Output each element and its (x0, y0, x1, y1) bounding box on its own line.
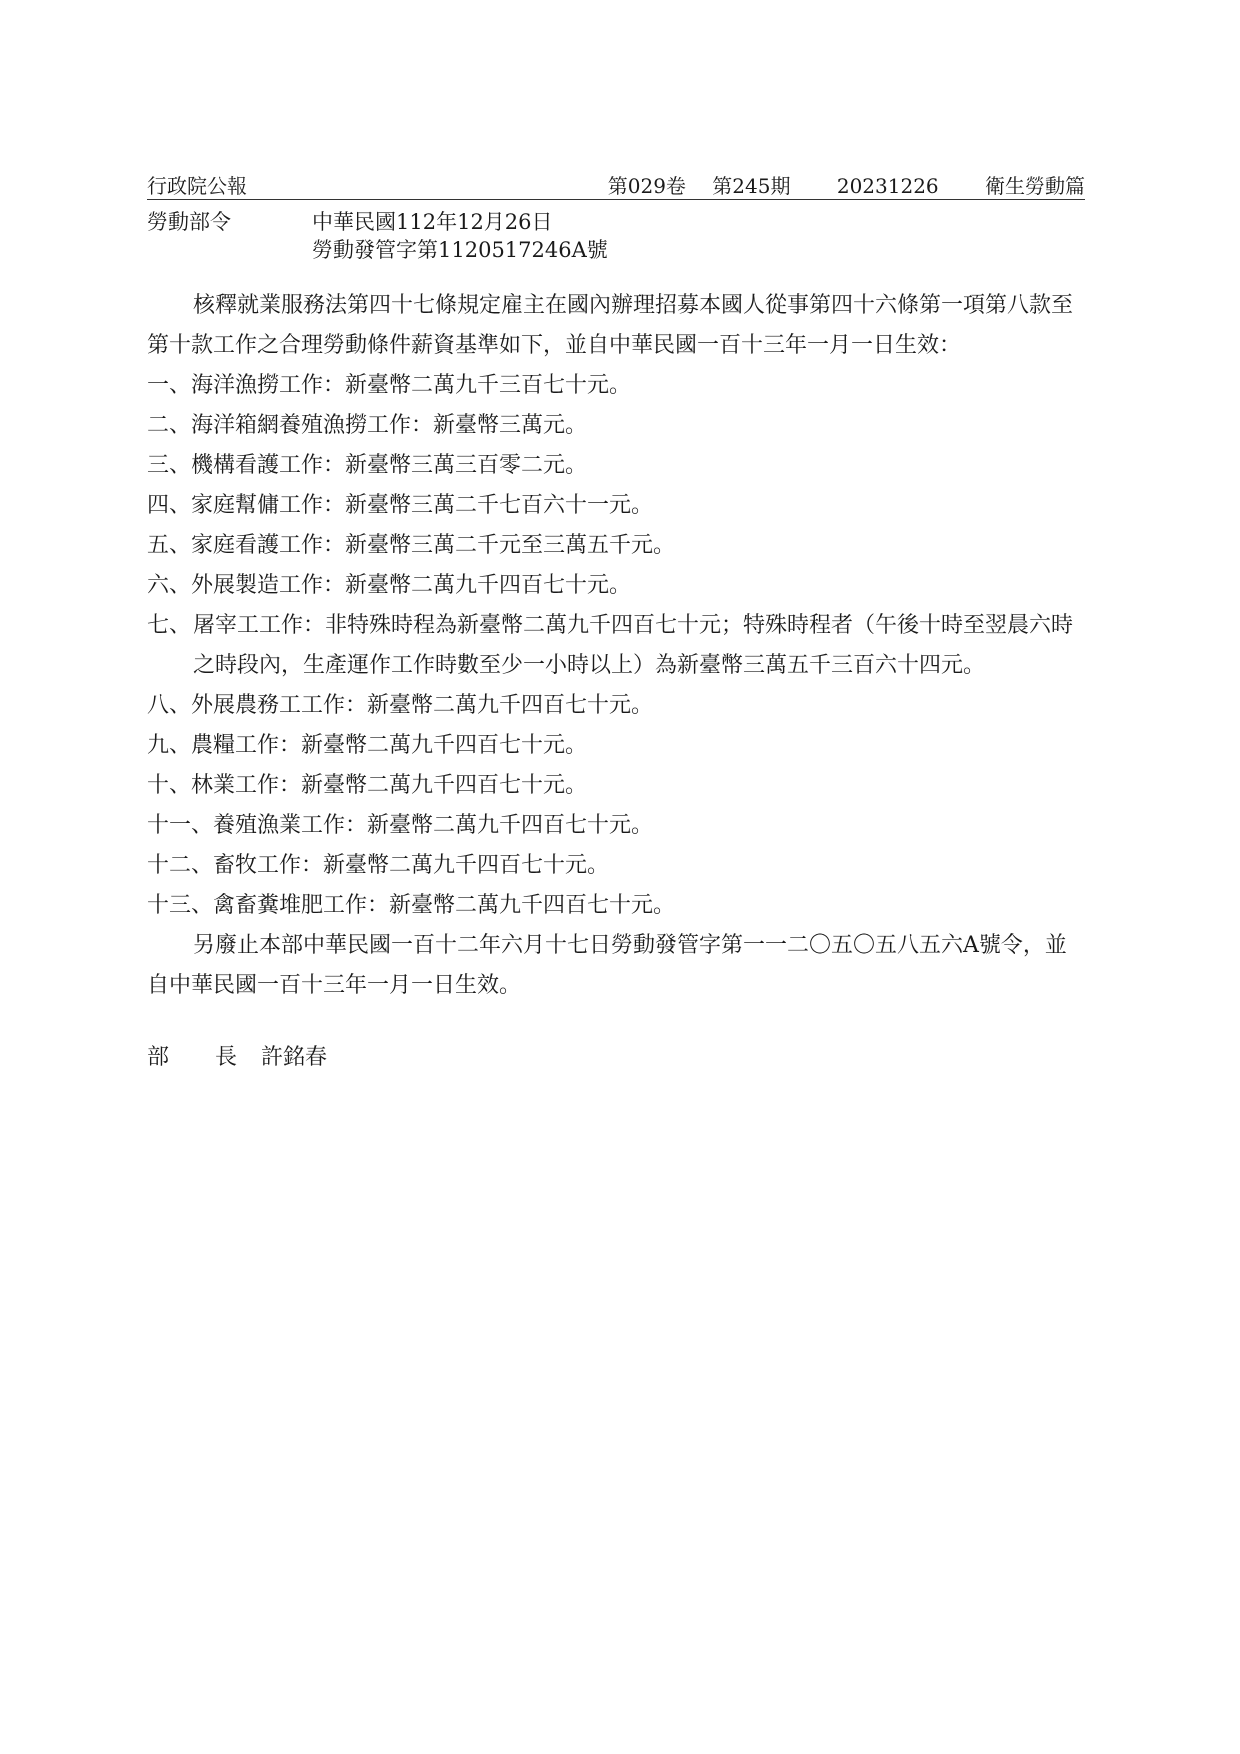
list-item (147, 526, 1085, 566)
list-item (147, 446, 1085, 486)
order-date: 中華民國112年12月26日 (312, 210, 553, 234)
order-meta (312, 208, 608, 264)
order-number: 勞動發管字第1120517246A號 (312, 238, 608, 262)
item-text: 屠宰工工作：非特殊時程為新臺幣二萬九千四百七十元；特殊時程者（午後十時至翌晨六時之時段內，生產運作工作時數至少一小時以上）為新臺幣三萬五千三百六十四元。 (193, 613, 1074, 678)
section-name: 衛生勞動篇 (985, 174, 1085, 198)
list-item (147, 726, 1085, 766)
item-text: 畜牧工作：新臺幣二萬九千四百七十元。 (213, 853, 610, 878)
signature-title-part1: 部 (147, 1045, 170, 1070)
page-header (147, 173, 1085, 200)
item-text: 家庭幫傭工作：新臺幣三萬二千七百六十一元。 (191, 493, 654, 518)
list-item (147, 486, 1085, 526)
item-text: 外展製造工作：新臺幣二萬九千四百七十元。 (191, 573, 632, 598)
item-text: 家庭看護工作：新臺幣三萬二千元至三萬五千元。 (191, 533, 676, 558)
item-number: 九、 (147, 733, 192, 758)
item-text: 機構看護工作：新臺幣三萬三百零二元。 (191, 453, 588, 478)
item-number: 十一、 (147, 813, 214, 838)
item-number: 十二、 (147, 853, 214, 878)
item-number: 五、 (147, 533, 192, 558)
signature-title-part2: 長 (215, 1045, 238, 1070)
order-body (147, 286, 1085, 1078)
volume-number: 第029卷 (607, 174, 686, 198)
list-item (147, 766, 1085, 806)
item-number: 一、 (147, 373, 192, 398)
list-item (147, 806, 1085, 846)
item-number: 八、 (147, 693, 192, 718)
item-number: 十三、 (147, 893, 214, 918)
closing-paragraph: 另廢止本部中華民國一百十二年六月十七日勞動發管字第一一二〇五〇五八五六A號令，並自中華民國一百十三年一月一日生效。 (147, 933, 1067, 998)
list-item (147, 686, 1085, 726)
item-text: 海洋漁撈工作：新臺幣二萬九千三百七十元。 (191, 373, 632, 398)
item-number: 六、 (147, 573, 192, 598)
item-text: 禽畜糞堆肥工作：新臺幣二萬九千四百七十元。 (213, 893, 676, 918)
item-text: 林業工作：新臺幣二萬九千四百七十元。 (191, 773, 588, 798)
order-label: 勞動部令 (147, 210, 231, 234)
item-number: 二、 (147, 413, 192, 438)
item-text: 海洋箱網養殖漁撈工作：新臺幣三萬元。 (191, 413, 588, 438)
list-item (147, 566, 1085, 606)
list-item (147, 366, 1085, 406)
signature (147, 1038, 1085, 1078)
item-number: 三、 (147, 453, 192, 478)
item-number: 七、 (147, 613, 192, 638)
item-number: 四、 (147, 493, 192, 518)
list-item (147, 406, 1085, 446)
intro-paragraph: 核釋就業服務法第四十七條規定雇主在國內辦理招募本國人從事第四十六條第一項第八款至第十款工作之合理勞動條件薪資基準如下，並自中華民國一百十三年一月一日生效： (147, 293, 1074, 358)
wage-list (147, 366, 1085, 926)
publication-name: 行政院公報 (147, 174, 247, 198)
item-text: 農糧工作：新臺幣二萬九千四百七十元。 (191, 733, 588, 758)
publication-date: 20231226 (836, 174, 939, 198)
issue-number: 第245期 (712, 174, 791, 198)
item-text: 外展農務工工作：新臺幣二萬九千四百七十元。 (191, 693, 654, 718)
list-item (147, 606, 1085, 686)
item-text: 養殖漁業工作：新臺幣二萬九千四百七十元。 (213, 813, 654, 838)
list-item (147, 886, 1085, 926)
item-number: 十、 (147, 773, 192, 798)
list-item (147, 846, 1085, 886)
signature-name: 許銘春 (261, 1045, 328, 1070)
header-meta (608, 173, 1085, 199)
